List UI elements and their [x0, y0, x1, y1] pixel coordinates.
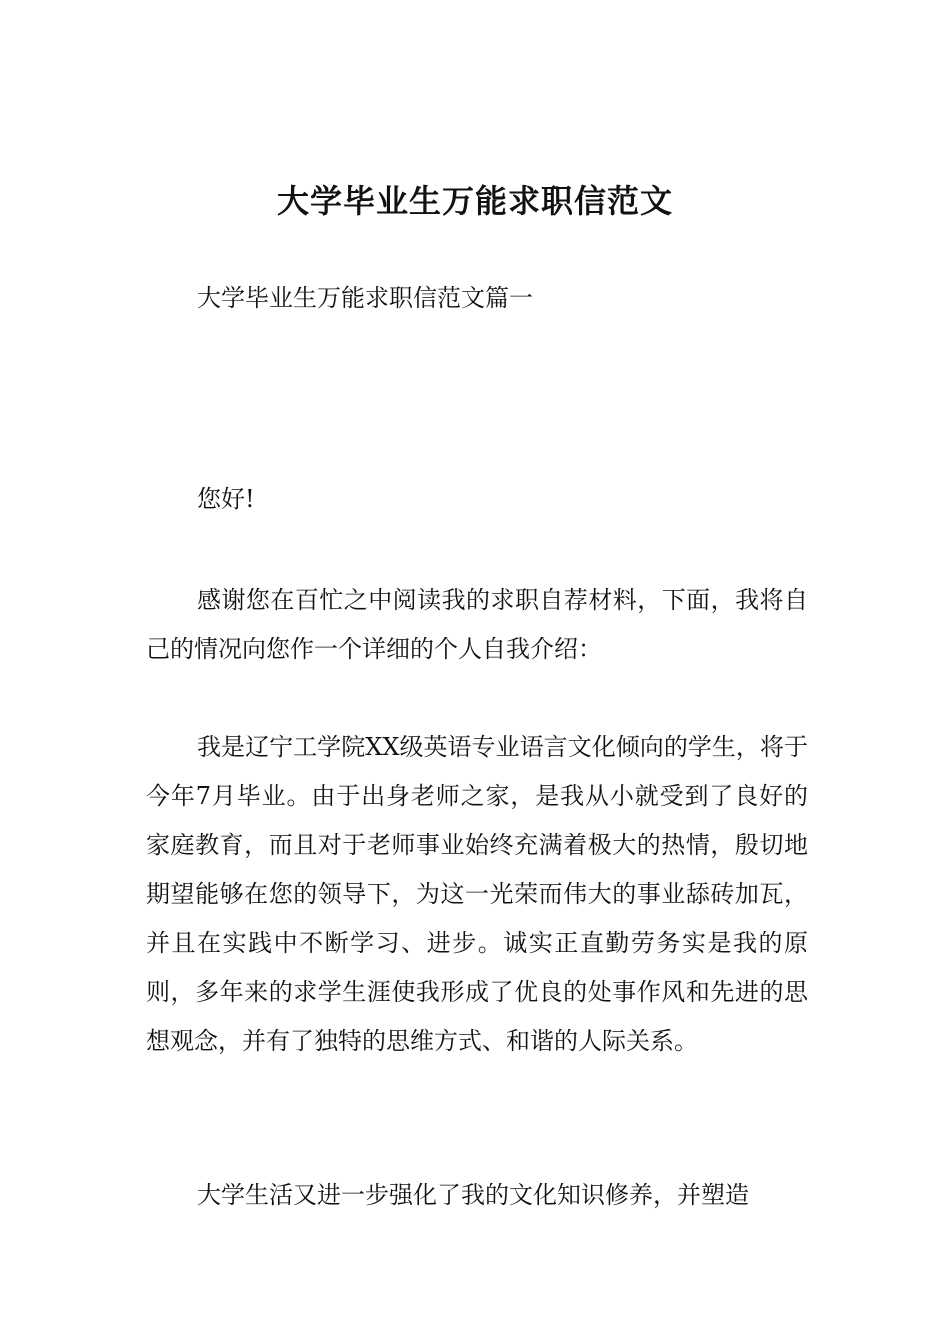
- paragraph-background: 我是辽宁工学院XX级英语专业语言文化倾向的学生，将于今年7月毕业。由于出身老师之家，是我从小就受到了良好的家庭教育，而且对于老师事业始终充满着极大的热情，殷切地期望能够在您的领导下，为这一光荣而伟大的事业舔砖加瓦，并且在实践中不断学习、进步。诚实正直勤劳务实是我的原则，多年来的求学生涯使我形成了优良的处事作风和先进的思想观念，并有了独特的思维方式、和谐的人际关系。: [146, 733, 808, 1055]
- paragraph-intro: 感谢您在百忙之中阅读我的求职自荐材料，下面，我将自己的情况向您作一个详细的个人自我介绍：: [146, 586, 808, 663]
- paragraph-university: 大学生活又进一步强化了我的文化知识修养，并塑造: [197, 1181, 749, 1209]
- greeting: 您好!: [197, 485, 255, 513]
- section-heading: 大学毕业生万能求职信范文篇一: [197, 284, 533, 312]
- document-title: 大学毕业生万能求职信范文: [276, 182, 673, 220]
